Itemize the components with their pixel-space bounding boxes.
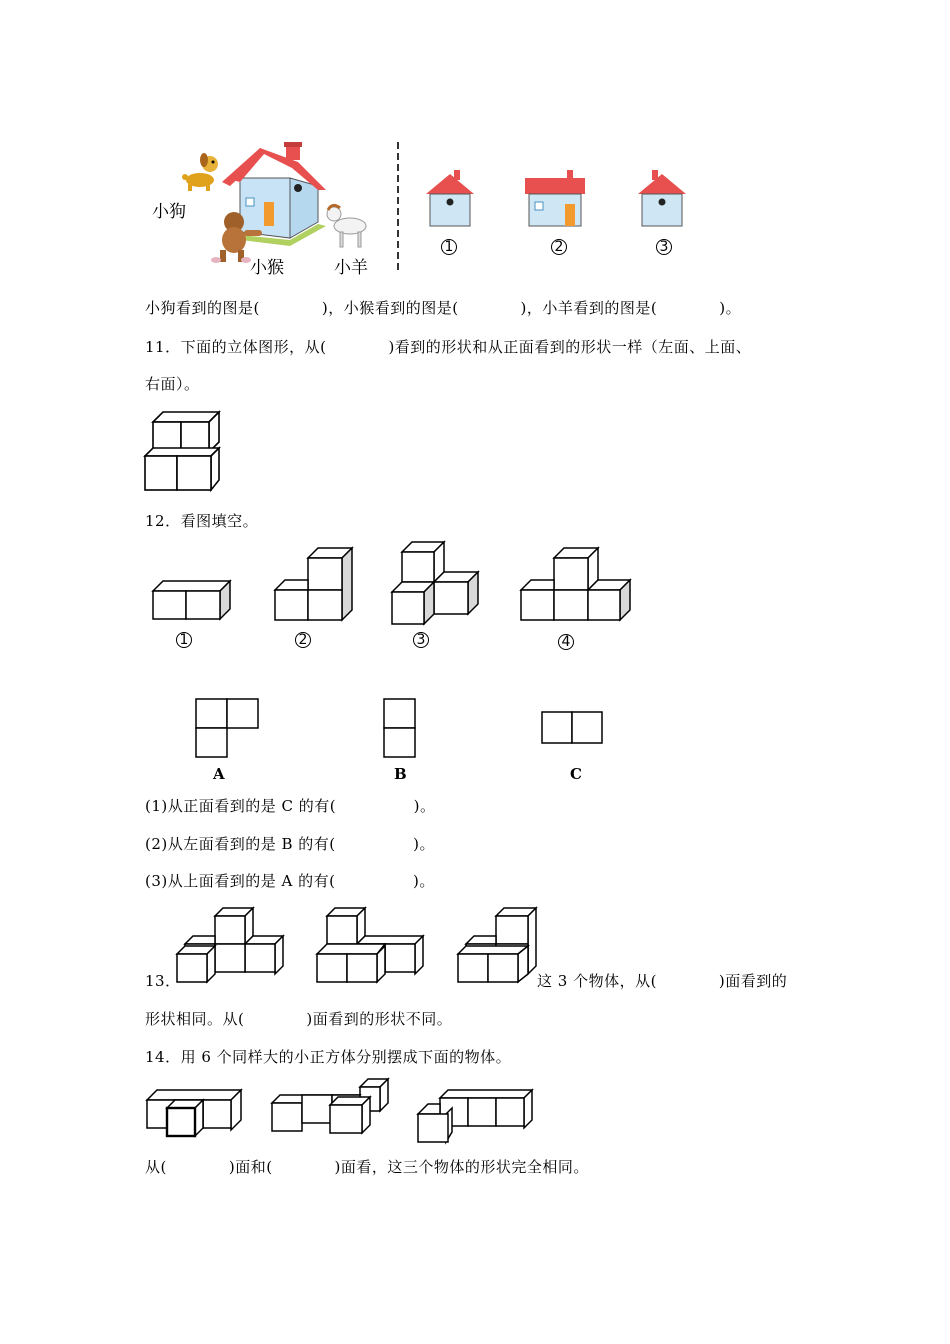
view-c-shape xyxy=(541,711,605,745)
q12-title: 12．看图填空。 xyxy=(145,512,259,530)
q10-text: 小狗看到的图是( )，小猴看到的图是( )，小羊看到的图是( )。 xyxy=(145,299,742,317)
q13-number: 13． xyxy=(145,972,181,990)
q12-figure-3 xyxy=(390,540,482,626)
q12-label-3: 3 xyxy=(413,632,429,648)
option-1-number: 1 xyxy=(441,239,457,255)
view-c-label: C xyxy=(570,765,582,783)
option-1-house xyxy=(420,170,480,230)
q12-sub1: (1)从正面看到的是 C 的有( )。 xyxy=(145,797,436,815)
q14-title: 14．用 6 个同样大的小正方体分别摆成下面的物体。 xyxy=(145,1048,512,1066)
view-b-shape xyxy=(383,698,419,760)
q12-sub3: (3)从上面看到的是 A 的有( )。 xyxy=(145,872,435,890)
dashed-divider xyxy=(395,142,401,272)
q12-label-4: 4 xyxy=(558,634,574,650)
goat-label: 小羊 xyxy=(334,258,368,278)
q11-line2: 右面）。 xyxy=(145,375,200,393)
q14-figure-1 xyxy=(145,1082,245,1144)
dog-label: 小狗 xyxy=(152,202,186,222)
q14-answer: 从( )面和( )面看，这三个物体的形状完全相同。 xyxy=(145,1158,589,1176)
q12-sub2: (2)从左面看到的是 B 的有( )。 xyxy=(145,835,436,853)
option-2-number: 2 xyxy=(551,239,567,255)
q13-figure-1 xyxy=(175,906,287,986)
q14-figure-2 xyxy=(270,1077,392,1137)
goat-illustration xyxy=(322,202,374,250)
dog-illustration xyxy=(178,150,222,194)
option-3-house xyxy=(632,170,692,230)
view-a-label: A xyxy=(213,765,225,783)
q11-cube-figure xyxy=(143,408,223,494)
option-3-number: 3 xyxy=(656,239,672,255)
q12-label-2: 2 xyxy=(295,632,311,648)
q12-figure-4 xyxy=(518,546,634,624)
monkey-label: 小猴 xyxy=(250,258,284,278)
q12-figure-2 xyxy=(272,546,356,624)
q13-line1: 这 3 个物体，从( )面看到的 xyxy=(537,972,788,990)
q13-figure-3 xyxy=(456,906,540,986)
q11-line1: 11．下面的立体图形，从( )看到的形状和从正面看到的形状一样（左面、上面、 xyxy=(145,338,752,356)
q12-figure-1 xyxy=(150,575,234,623)
q13-figure-2 xyxy=(315,906,427,986)
q14-figure-3 xyxy=(416,1086,536,1146)
view-b-label: B xyxy=(394,765,407,783)
q12-label-1: 1 xyxy=(176,632,192,648)
option-2-house xyxy=(523,170,587,230)
view-a-shape xyxy=(195,698,261,760)
q13-line2: 形状相同。从( )面看到的形状不同。 xyxy=(145,1010,453,1028)
